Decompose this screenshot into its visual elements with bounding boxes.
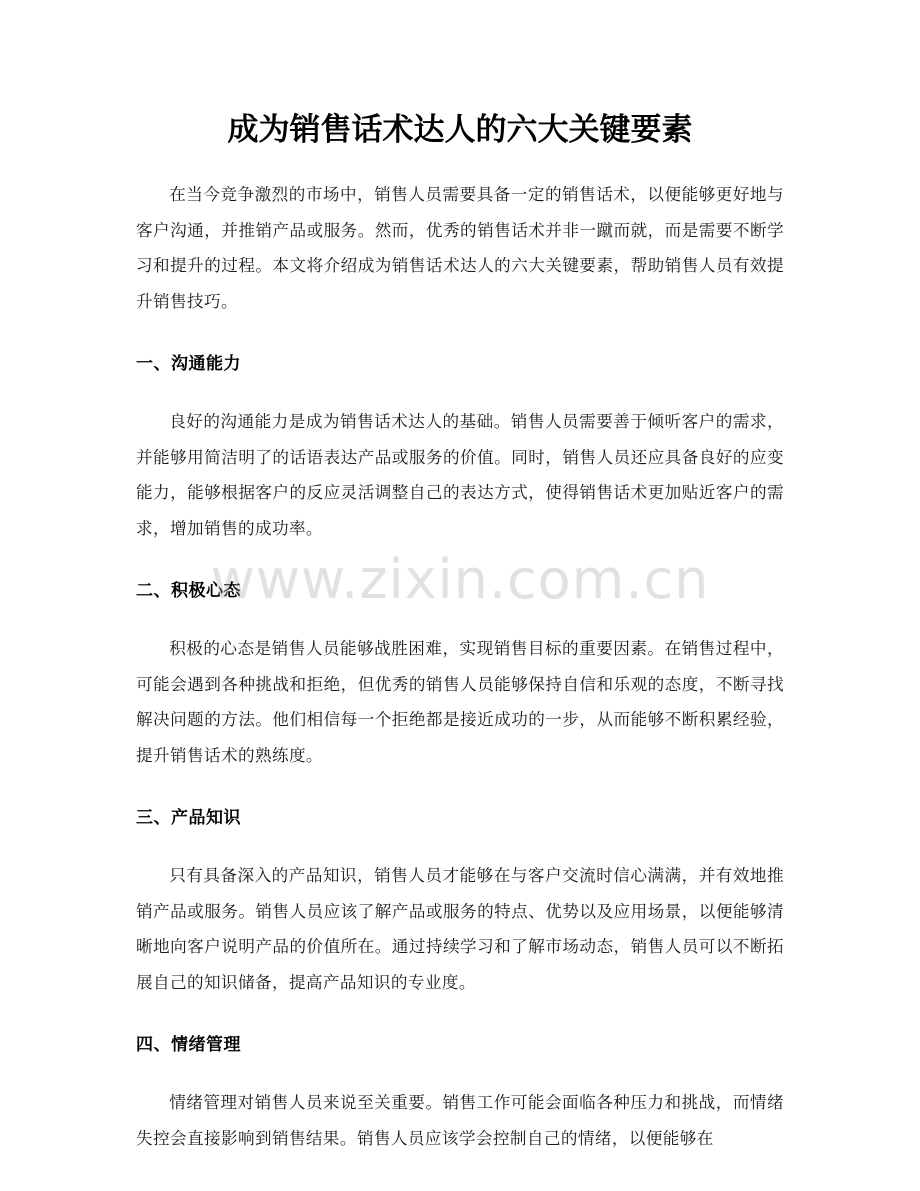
section-emotion-management [136,1030,784,1156]
intro-paragraph: 在当今竞争激烈的市场中，销售人员需要具备一定的销售话术，以便能够更好地与客户沟通，并推销产品或服务。然而，优秀的销售话术并非一蹴而就，而是需要不断学习和提升的过程。本文将介绍成为销售话术达人的六大关键要素，帮助销售人员有效提升销售技巧。 [136,185,784,311]
document-body [136,177,784,1156]
section-heading: 三、产品知识 [136,808,241,828]
section-paragraph: 积极的心态是销售人员能够战胜困难，实现销售目标的重要因素。在销售过程中，可能会遇到各种挑战和拒绝，但优秀的销售人员能够保持自信和乐观的态度，不断寻找解决问题的方法。他们相信每一个拒绝都是接近成功的一步，从而能够不断积累经验，提升销售话术的熟练度。 [136,639,784,765]
watermark-text: www.zixin.com.cn [210,548,710,611]
section-product-knowledge [136,803,784,1000]
section-heading: 一、沟通能力 [136,354,241,374]
section-heading: 四、情绪管理 [136,1035,241,1055]
section-paragraph: 情绪管理对销售人员来说至关重要。销售工作可能会面临各种压力和挑战，而情绪失控会直接影响到销售结果。销售人员应该学会控制自己的情绪，以便能够在 [136,1093,784,1148]
section-paragraph: 只有具备深入的产品知识，销售人员才能够在与客户交流时信心满满，并有效地推销产品或服务。销售人员应该了解产品或服务的特点、优势以及应用场景，以便能够清晰地向客户说明产品的价值所在。通过持续学习和了解市场动态，销售人员可以不断拓展自己的知识储备，提高产品知识的专业度。 [136,866,784,992]
document-title: 成为销售话术达人的六大关键要素 [227,112,693,148]
section-positive-attitude [136,576,784,773]
section-communication [136,349,784,546]
section-heading: 二、积极心态 [136,581,241,601]
section-paragraph: 良好的沟通能力是成为销售话术达人的基础。销售人员需要善于倾听客户的需求，并能够用简洁明了的话语表达产品或服务的价值。同时，销售人员还应具备良好的应变能力，能够根据客户的反应灵活调整自己的表达方式，使得销售话术更加贴近客户的需求，增加销售的成功率。 [136,412,784,538]
